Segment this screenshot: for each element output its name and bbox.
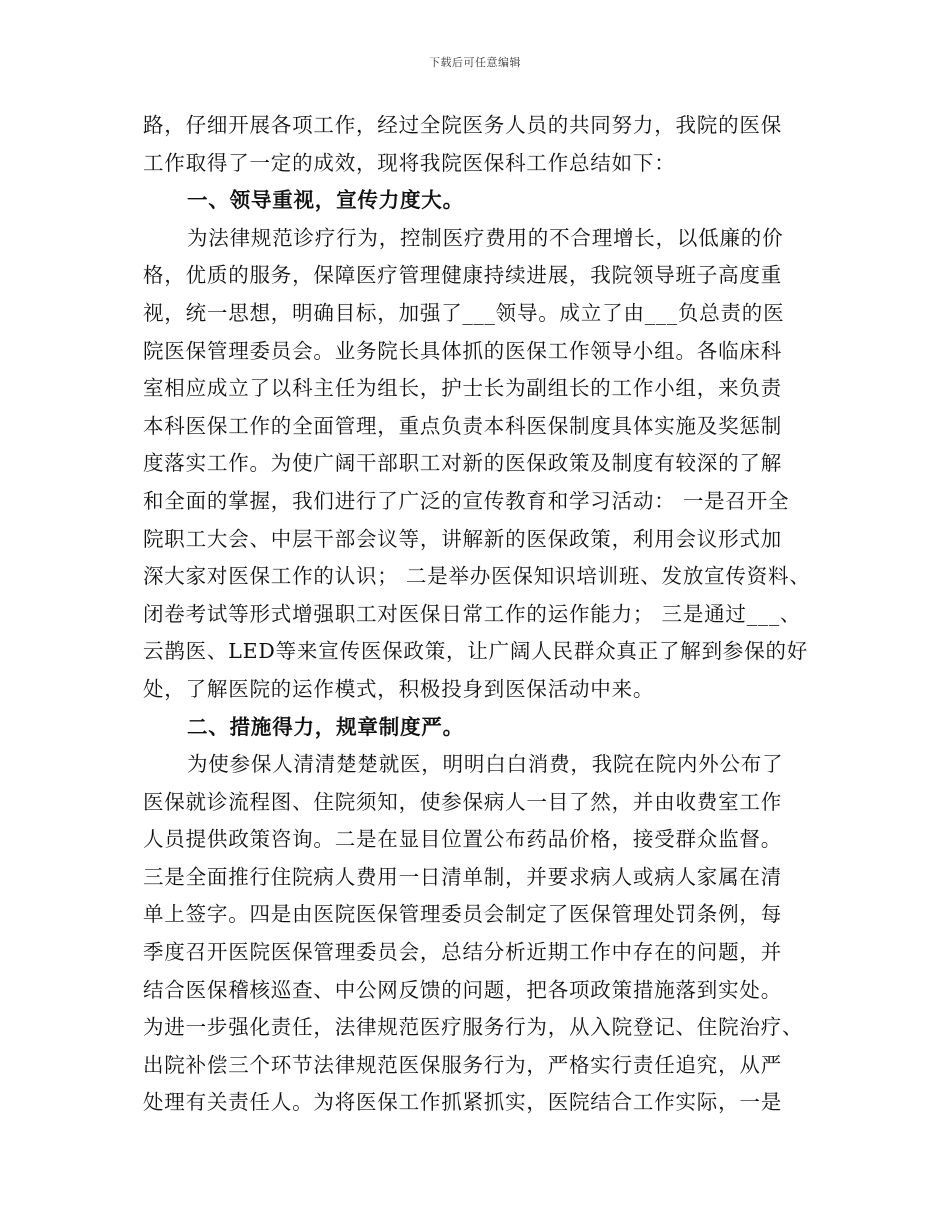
paragraph-line: 人员提供政策咨询。二是在显目位置公布药品价格，接受群众监督。: [143, 827, 782, 852]
paragraph-line: 季度召开医院医保管理委员会，总结分析近期工作中存在的问题，并: [143, 940, 782, 965]
section-heading: 二、措施得力，规章制度严。: [187, 714, 464, 739]
paragraph-line: 为法律规范诊疗行为，控制医疗费用的不合理增长，以低廉的价: [187, 225, 784, 250]
section-heading: 一、领导重视，宣传力度大。: [187, 188, 464, 213]
paragraph-line: 处，了解医院的运作模式，积极投身到医保活动中来。: [143, 676, 655, 701]
paragraph-line: 院职工大会、中层干部会议等，讲解新的医保政策，利用会议形式加: [143, 526, 782, 551]
paragraph-line: 为进一步强化责任，法律规范医疗服务行为，从入院登记、住院治疗、: [143, 1015, 804, 1040]
paragraph-line: 度落实工作。为使广阔干部职工对新的医保政策及制度有较深的了解: [143, 451, 782, 476]
paragraph-line: 处理有关责任人。为将医保工作抓紧抓实，医院结合工作实际，一是: [143, 1090, 782, 1115]
paragraph-line: 工作取得了一定的成效，现将我院医保科工作总结如下：: [143, 150, 676, 175]
paragraph-line: 单上签字。四是由医院医保管理委员会制定了医保管理处罚条例，每: [143, 902, 782, 927]
document-body: [143, 107, 815, 1122]
paragraph-line: 结合医保稽核巡查、中公网反馈的问题，把各项政策措施落到实处。: [143, 977, 782, 1002]
paragraph-line: 路，仔细开展各项工作，经过全院医务人员的共同努力，我院的医保: [143, 113, 782, 137]
paragraph-line: 深大家对医保工作的认识； 二是举办医保知识培训班、发放宣传资料、: [143, 564, 811, 589]
paragraph-line: 出院补偿三个环节法律规范医保服务行为，严格实行责任追究，从严: [143, 1052, 782, 1077]
paragraph-line: 格，优质的服务，保障医疗管理健康持续进展，我院领导班子高度重: [143, 263, 782, 288]
paragraph-line: 和全面的掌握，我们进行了广泛的宣传教育和学习活动： 一是召开全: [143, 488, 790, 513]
paragraph-line: 三是全面推行住院病人费用一日清单制，并要求病人或病人家属在清: [143, 864, 782, 889]
paragraph-line: 云鹊医、LED等来宣传医保政策，让广阔人民群众真正了解到参保的好: [143, 639, 809, 664]
paragraph-line: 医保就诊流程图、住院须知，使参保病人一目了然，并由收费室工作: [143, 789, 782, 814]
page-header: 下载后可任意编辑: [429, 56, 521, 69]
paragraph-line: 室相应成立了以科主任为组长，护士长为副组长的工作小组，来负责: [143, 376, 782, 401]
paragraph-line: 为使参保人清清楚楚就医，明明白白消费，我院在院内外公布了: [187, 752, 784, 777]
paragraph-line: 本科医保工作的全面管理，重点负责本科医保制度具体实施及奖惩制: [143, 413, 782, 438]
paragraph-line: 院医保管理委员会。业务院长具体抓的医保工作领导小组。各临床科: [143, 338, 782, 363]
paragraph-line: 视，统一思想，明确目标，加强了___领导。成立了由___负总责的医: [143, 300, 785, 325]
paragraph-line: 闭卷考试等形式增强职工对医保日常工作的运作能力； 三是通过___、: [143, 601, 802, 626]
